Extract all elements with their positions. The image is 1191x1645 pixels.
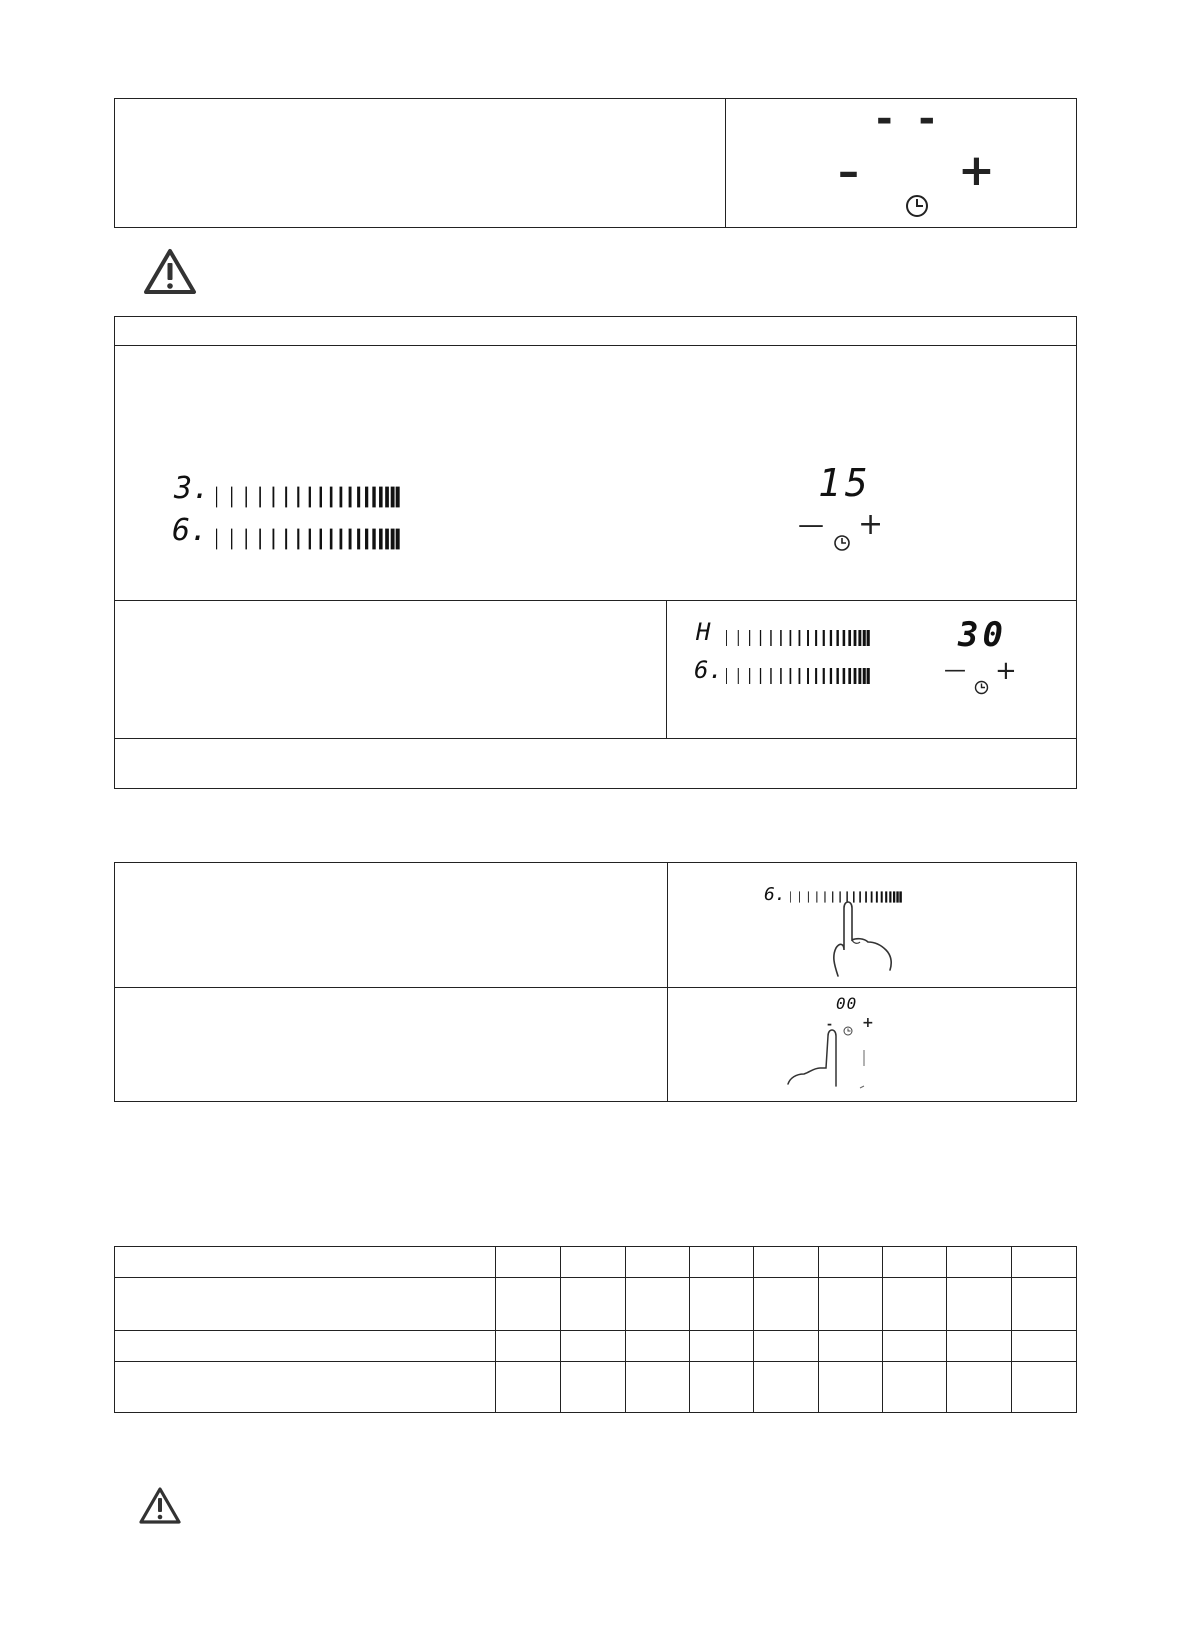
hand-pointer-icon [830, 898, 900, 978]
touch-timer-illustration [780, 990, 900, 1090]
slider-tick[interactable] [780, 630, 782, 646]
slider-tick[interactable] [858, 630, 861, 646]
slider-tick[interactable] [391, 529, 395, 550]
zone-level: 6. [764, 884, 786, 905]
slider-tick[interactable] [815, 630, 817, 646]
warning-triangle-icon [143, 248, 197, 296]
slider-tick[interactable] [379, 529, 383, 550]
timer-plus-button[interactable]: + [862, 1015, 874, 1031]
timer-minus-button[interactable]: - [827, 1017, 832, 1031]
timer-plus-button[interactable]: + [995, 656, 1017, 686]
slider-tick[interactable] [808, 891, 809, 902]
slider-tick[interactable] [807, 630, 809, 646]
timer-display: - - [876, 96, 942, 142]
slider-tick[interactable] [216, 529, 217, 550]
slider-tick[interactable] [349, 487, 352, 508]
slider-tick[interactable] [780, 668, 782, 684]
booster-small-control-panel [690, 615, 1060, 708]
slider-tick[interactable] [259, 529, 261, 550]
table-row-divider [114, 1330, 1077, 1331]
slider-tick[interactable] [848, 630, 851, 646]
table-col-divider [495, 1246, 496, 1413]
slider-tick[interactable] [231, 529, 232, 550]
slider-tick[interactable] [273, 529, 275, 550]
slider-tick[interactable] [357, 487, 360, 508]
slider-tick[interactable] [760, 668, 761, 684]
hand-pointer-icon [786, 1028, 866, 1090]
slider-tick[interactable] [231, 487, 232, 508]
slider-tick[interactable] [799, 630, 801, 646]
table-col-divider [625, 1246, 626, 1413]
table-col-divider [560, 1246, 561, 1413]
slider-tick[interactable] [790, 668, 792, 684]
slider-tick[interactable] [854, 630, 857, 646]
table-col-divider [753, 1246, 754, 1413]
slider-tick[interactable] [357, 529, 360, 550]
table-col-divider [667, 862, 668, 1102]
slider-tick[interactable] [863, 668, 866, 684]
slider-tick[interactable] [396, 487, 400, 508]
slider-tick[interactable] [309, 529, 311, 550]
slider-tick[interactable] [807, 668, 809, 684]
zone-a-level: 3. [174, 471, 211, 506]
slider-tick[interactable] [848, 668, 851, 684]
slider-tick[interactable] [738, 630, 739, 646]
timer-display: 00 [836, 994, 858, 1013]
table-col-divider [689, 1246, 690, 1413]
slider-tick[interactable] [330, 487, 333, 508]
clock-icon [974, 680, 989, 695]
booster-control-panel [160, 460, 1020, 580]
slider-tick[interactable] [836, 668, 838, 684]
slider-tick[interactable] [816, 891, 817, 902]
power-slider-zone-b[interactable] [214, 526, 404, 552]
slider-tick[interactable] [330, 529, 333, 550]
power-slider-zone-a[interactable] [724, 628, 874, 648]
slider-tick[interactable] [824, 891, 825, 902]
slider-tick[interactable] [297, 487, 299, 508]
timer-display-panel [726, 96, 1076, 227]
slider-tick[interactable] [836, 630, 838, 646]
slider-tick[interactable] [830, 630, 832, 646]
slider-tick[interactable] [396, 529, 400, 550]
clock-icon [904, 193, 930, 219]
slider-tick[interactable] [726, 668, 727, 684]
slider-tick[interactable] [309, 487, 311, 508]
timer-minus-button[interactable]: — [944, 658, 966, 683]
table-row-divider [114, 600, 1077, 601]
power-slider-zone-b[interactable] [724, 666, 874, 686]
slider-tick[interactable] [340, 487, 343, 508]
timer-display: 30 [958, 615, 1007, 655]
slider-tick[interactable] [216, 487, 217, 508]
slider-tick[interactable] [823, 630, 825, 646]
slider-tick[interactable] [799, 668, 801, 684]
table-row-divider [114, 1277, 1077, 1278]
warning-triangle-icon [138, 1486, 182, 1526]
slider-tick[interactable] [320, 487, 322, 508]
timer-minus-button[interactable]: – [838, 147, 859, 196]
slider-tick[interactable] [770, 630, 771, 646]
slider-tick[interactable] [285, 529, 287, 550]
slider-tick[interactable] [863, 630, 866, 646]
zone-b-level: 6. [694, 656, 723, 684]
slider-tick[interactable] [285, 487, 287, 508]
table-col-divider [666, 600, 667, 738]
zone-b-level: 6. [172, 513, 209, 548]
timer-plus-button[interactable]: + [858, 507, 884, 542]
clock-icon [833, 534, 851, 552]
touch-slider-illustration [760, 880, 940, 980]
slider-tick[interactable] [372, 529, 375, 550]
slider-tick[interactable] [273, 487, 275, 508]
slider-tick[interactable] [365, 529, 368, 550]
slider-tick[interactable] [854, 668, 857, 684]
slider-tick[interactable] [245, 529, 246, 550]
power-slider-zone-a[interactable] [214, 484, 404, 510]
slider-tick[interactable] [830, 668, 832, 684]
slider-tick[interactable] [385, 487, 389, 508]
slider-tick[interactable] [770, 668, 771, 684]
table-row-divider [114, 345, 1077, 346]
slider-tick[interactable] [867, 668, 870, 684]
slider-tick[interactable] [749, 668, 750, 684]
slider-tick[interactable] [349, 529, 352, 550]
slider-tick[interactable] [858, 668, 861, 684]
table-col-divider [946, 1246, 947, 1413]
slider-tick[interactable] [799, 891, 800, 902]
slider-tick[interactable] [823, 668, 825, 684]
zone-a-level: H [696, 618, 711, 646]
timer-plus-button[interactable]: + [958, 145, 995, 196]
slider-tick[interactable] [297, 529, 299, 550]
slider-tick[interactable] [790, 891, 791, 902]
slider-tick[interactable] [372, 487, 375, 508]
table-col-divider [818, 1246, 819, 1413]
slider-tick[interactable] [391, 487, 395, 508]
slider-tick[interactable] [790, 630, 792, 646]
slider-tick[interactable] [245, 487, 246, 508]
table-row-divider [114, 738, 1077, 739]
slider-tick[interactable] [815, 668, 817, 684]
slider-tick[interactable] [340, 529, 343, 550]
table-row-divider [114, 1361, 1077, 1362]
slider-tick[interactable] [760, 630, 761, 646]
table-col-divider [1011, 1246, 1012, 1413]
slider-tick[interactable] [379, 487, 383, 508]
slider-tick[interactable] [867, 630, 870, 646]
slider-tick[interactable] [749, 630, 750, 646]
timer-display: 15 [818, 461, 872, 505]
slider-tick[interactable] [385, 529, 389, 550]
timer-minus-button[interactable]: — [798, 510, 824, 540]
slider-tick[interactable] [843, 630, 846, 646]
slider-tick[interactable] [365, 487, 368, 508]
table-col-divider [882, 1246, 883, 1413]
slider-tick[interactable] [259, 487, 261, 508]
table-row-divider [114, 987, 1077, 988]
slider-tick[interactable] [738, 668, 739, 684]
slider-tick[interactable] [320, 529, 322, 550]
slider-tick[interactable] [843, 668, 846, 684]
slider-tick[interactable] [726, 630, 727, 646]
